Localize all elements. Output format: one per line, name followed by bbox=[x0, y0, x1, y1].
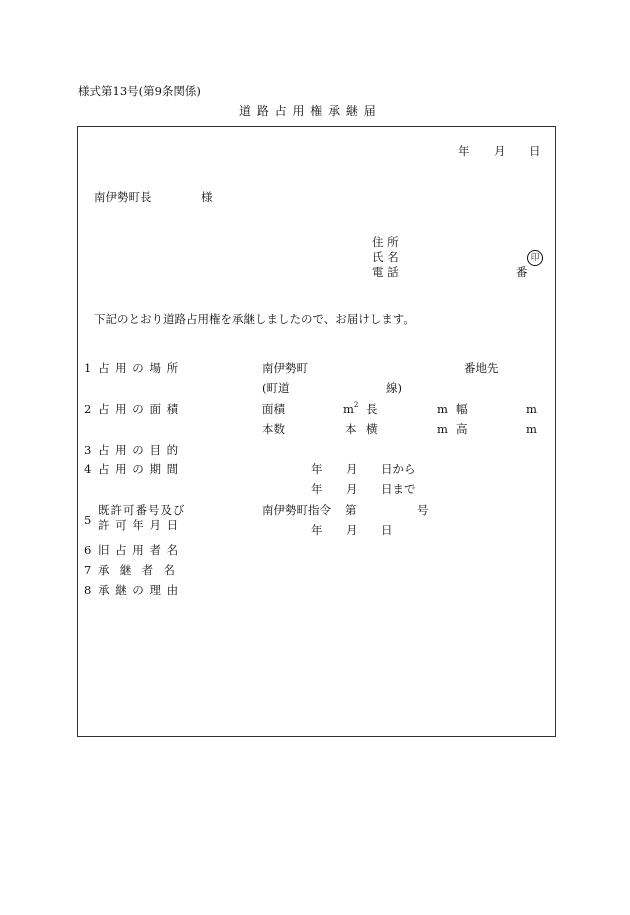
item7-label: 承 継 者 名 bbox=[98, 563, 176, 577]
item8-number: 8 bbox=[84, 583, 92, 597]
item2-width-unit: m bbox=[526, 402, 537, 416]
intro-text: 下記のとおり道路占用権を承継しましたので、お届けします。 bbox=[94, 312, 415, 326]
item5-label-line1: 既許可番号及び bbox=[98, 503, 186, 517]
item2-label: 占 用 の 面 積 bbox=[98, 402, 180, 416]
item2-m-unit: m bbox=[343, 402, 354, 416]
item2-count: 本数 bbox=[262, 422, 285, 436]
phone-label: 電 話 bbox=[372, 265, 399, 279]
item4-from-month: 月 bbox=[346, 462, 358, 476]
seal-icon: 印 bbox=[527, 250, 543, 266]
item4-from-year: 年 bbox=[311, 462, 323, 476]
item2-length-unit: m bbox=[437, 402, 448, 416]
item1-banchi: 番地先 bbox=[464, 361, 499, 375]
item5-month: 月 bbox=[346, 523, 358, 537]
item2-height-unit: m bbox=[526, 422, 537, 436]
date-month: 月 bbox=[494, 144, 506, 158]
item3-number: 3 bbox=[84, 443, 92, 457]
item2-length: 長 bbox=[366, 402, 378, 416]
item2-area: 面積 bbox=[262, 402, 285, 416]
form-title: 道 路 占 用 権 承 継 届 bbox=[239, 104, 377, 118]
item4-to-year: 年 bbox=[311, 482, 323, 496]
address-label: 住 所 bbox=[372, 235, 399, 249]
form-number: 様式第13号(第9条関係) bbox=[78, 84, 201, 98]
item6-label: 旧 占 用 者 名 bbox=[98, 543, 180, 557]
name-label: 氏 名 bbox=[372, 250, 399, 264]
item5-directive: 南伊勢町指令 bbox=[262, 503, 331, 517]
item1-number: 1 bbox=[84, 361, 92, 375]
item2-height: 高 bbox=[456, 422, 468, 436]
item1-town: 南伊勢町 bbox=[262, 361, 308, 375]
item1-line: 線) bbox=[386, 381, 402, 395]
item1-road: (町道 bbox=[262, 381, 290, 395]
item4-from-day: 日から bbox=[381, 462, 416, 476]
item1-label: 占 用 の 場 所 bbox=[98, 361, 180, 375]
item2-number: 2 bbox=[84, 402, 92, 416]
date-day: 日 bbox=[529, 144, 541, 158]
item8-label: 承 継 の 理 由 bbox=[98, 583, 180, 597]
item5-year: 年 bbox=[311, 523, 323, 537]
addressee-name: 南伊勢町長 bbox=[94, 190, 152, 204]
item5-dai: 第 bbox=[345, 503, 357, 517]
seal-mark bbox=[527, 250, 543, 266]
item3-label: 占 用 の 目 的 bbox=[98, 443, 180, 457]
addressee-honorific: 様 bbox=[201, 190, 213, 204]
item2-sqm bbox=[343, 401, 359, 416]
item4-to-day: 日まで bbox=[381, 482, 416, 496]
item5-day: 日 bbox=[381, 523, 393, 537]
item5-number: 5 bbox=[84, 513, 92, 527]
date-year: 年 bbox=[458, 144, 470, 158]
item2-squared: 2 bbox=[353, 401, 359, 409]
item2-hon: 本 bbox=[345, 422, 357, 436]
item2-width: 幅 bbox=[456, 402, 468, 416]
item4-number: 4 bbox=[84, 462, 92, 476]
phone-suffix: 番 bbox=[516, 265, 528, 279]
item5-label-line2: 許 可 年 月 日 bbox=[98, 518, 180, 532]
item2-yoko-unit: m bbox=[437, 422, 448, 436]
item6-number: 6 bbox=[84, 543, 92, 557]
item7-number: 7 bbox=[84, 563, 92, 577]
item4-label: 占 用 の 期 間 bbox=[98, 462, 180, 476]
item5-go: 号 bbox=[417, 503, 429, 517]
item4-to-month: 月 bbox=[346, 482, 358, 496]
item2-yoko: 横 bbox=[366, 422, 378, 436]
form-frame bbox=[77, 126, 556, 737]
